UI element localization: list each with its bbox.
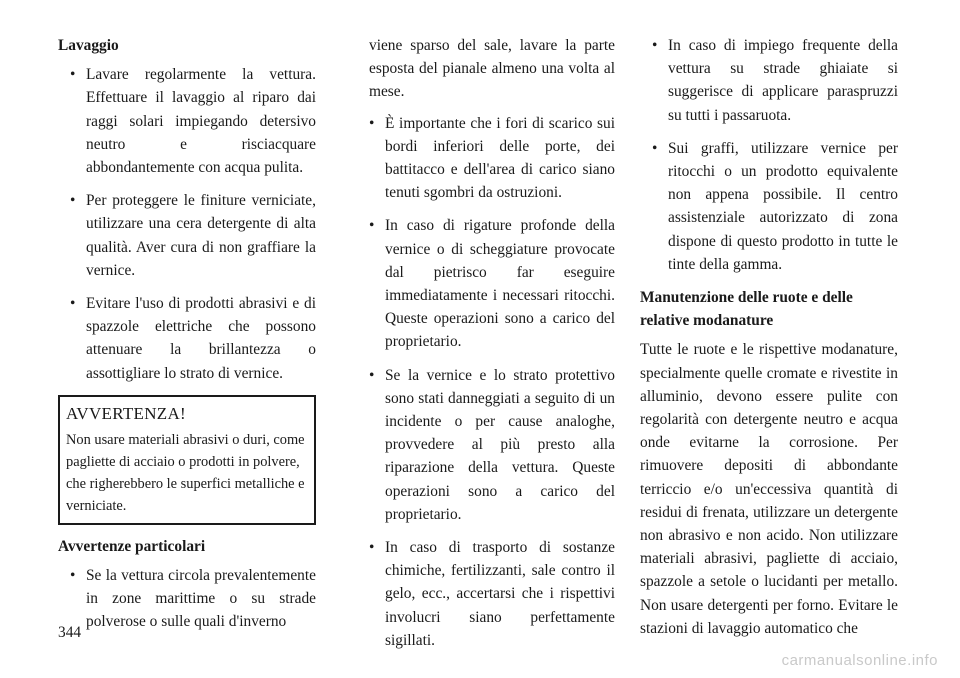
- bullet-icon: •: [369, 539, 375, 557]
- column-middle: [357, 34, 615, 662]
- list-item: [357, 536, 615, 652]
- list-item: [58, 63, 316, 179]
- column-left: [58, 34, 316, 644]
- bullet-icon: •: [652, 139, 658, 157]
- list-item: [58, 292, 316, 385]
- list-item-text: Per proteggere le finiture verniciate, utilizzare una cera detergente di alta qualità. Aver cura di non graffiare la vernice.: [86, 192, 316, 279]
- bullet-icon: •: [70, 295, 76, 313]
- bullet-icon: •: [70, 567, 76, 585]
- list-item: [58, 564, 316, 634]
- continuation-text: viene sparso del sale, lavare la parte esposta del pianale almeno una volta al mese.: [369, 37, 615, 101]
- list-item: [357, 364, 615, 526]
- bullet-icon: •: [70, 192, 76, 210]
- bullet-icon: •: [70, 66, 76, 84]
- list-item-text: È importante che i fori di scarico sui bordi inferiori delle porte, dei battitacco e dell'area di carico siano tenuti sgombri da ostruzioni.: [385, 114, 615, 202]
- list-item-text: Lavare regolarmente la vettura. Effettuare il lavaggio al riparo dai raggi solari impiegando detersivo neutro e risciacquare abbondantemente con acqua pulita.: [86, 66, 316, 177]
- list-item-text: In caso di rigature profonde della vernice o di scheggiature provocate dal pietrisco far eseguire immediatamente i necessari ritocchi. Queste operazioni sono a carico del proprietario.: [385, 217, 615, 351]
- warning-title: AVVERTENZA!: [66, 403, 187, 423]
- list-item-text: Se la vettura circola prevalentemente in zone marittime o su strade polverose o sulle quali d'inverno: [86, 567, 316, 631]
- watermark-link[interactable]: carmanualsonline.info: [781, 652, 938, 669]
- section-heading-avvertenze: Avvertenze particolari: [58, 537, 206, 555]
- warning-box: [58, 395, 316, 525]
- section-heading-lavaggio: Lavaggio: [58, 37, 119, 54]
- bullet-icon: •: [652, 37, 658, 54]
- list-item-text: Se la vernice e lo strato protettivo sono stati danneggiati a seguito di un incidente o per cause analoghe, provvedere al più presto alla riparazione della vettura. Queste operazioni sono a carico del proprietario.: [385, 366, 615, 523]
- list-item-text: In caso di impiego frequente della vettura su strade ghiaiate si suggerisce di applicare paraspruzzi su tutti i passaruota.: [668, 37, 898, 124]
- bullet-icon: •: [369, 366, 375, 384]
- paragraph-ruote: Tutte le ruote e le rispettive modanature, specialmente quelle cromate e rivestite in alluminio, devono essere pulite con regolarità con detergente neutro e acqua onde evitarne la corrosione. Per rimuovere depositi di abbondante terriccio e/o un'eccessiva quantità di residui di frenata, utilizzare un detergente non abrasivo e non acido. Non utilizzare materiali abrasivi, pagliette di acciaio, spazzole a setole o lucidanti per metallo. Non usare detergenti per forno. Evitare le stazioni di lavaggio automatico che: [640, 341, 898, 637]
- list-item-text: Sui graffi, utilizzare vernice per ritocchi o un prodotto equivalente non appena possibile. Il centro assistenziale autorizzato di zona dispone di questo prodotto in tutte le tinte della gamma.: [668, 139, 898, 273]
- list-item: [640, 34, 898, 127]
- list-item: [357, 112, 615, 205]
- list-item: [640, 137, 898, 276]
- bullet-icon: •: [369, 217, 375, 235]
- list-item: [58, 189, 316, 282]
- warning-text: Non usare materiali abrasivi o duri, come pagliette di acciaio o prodotti in polvere, che righerebbero le superfici metalliche e verniciate.: [66, 431, 305, 514]
- list-item-text: In caso di trasporto di sostanze chimiche, fertilizzanti, sale contro il gelo, ecc., accertarsi che i rispettivi involucri siano perfettamente sigillati.: [385, 539, 615, 649]
- page-number: 344: [58, 624, 82, 641]
- bullet-icon: •: [369, 114, 375, 132]
- list-item-text: Evitare l'uso di prodotti abrasivi e di spazzole elettriche che possono attenuare la brillantezza o assottigliare lo strato di vernice.: [86, 295, 316, 382]
- list-item: [357, 214, 615, 353]
- column-right: [640, 34, 898, 648]
- section-heading-ruote: Manutenzione delle ruote e delle relative modanature: [640, 289, 853, 330]
